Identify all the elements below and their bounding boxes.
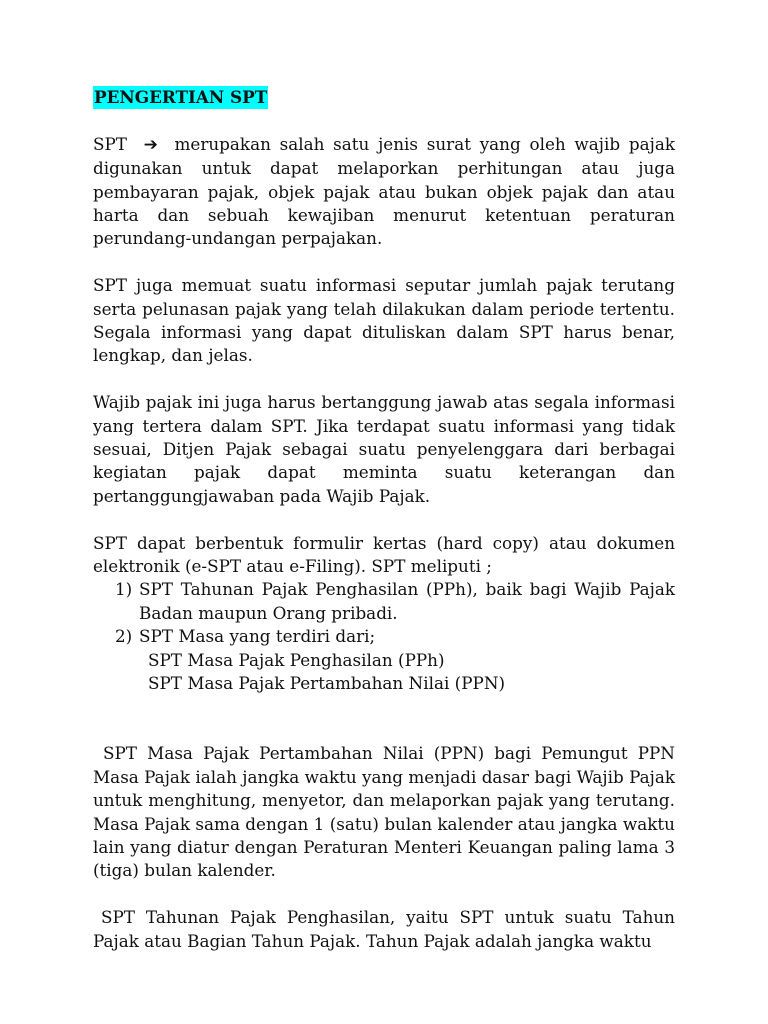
spacer	[93, 508, 675, 531]
paragraph-annual: SPT Tahunan Pajak Penghasilan, yaitu SPT untuk suatu Tahun Pajak atau Bagian Tahun Pajak. Tahun Pajak adalah jangka waktu	[93, 907, 675, 951]
paragraph-responsibility: Wajib pajak ini juga harus bertanggung jawab atas segala informasi yang tertera dalam SPT. Jika terdapat suatu informasi yang tidak sesuai, Ditjen Pajak sebagai suatu penyelenggara dari berbagai kegiatan pajak dapat meminta suatu keterangan dan pertanggungjawaban pada Wajib Pajak.	[93, 392, 675, 506]
spacer	[93, 251, 675, 274]
arrow-right-icon: ➔	[143, 134, 158, 155]
sublist-item: SPT Masa Pajak Pertambahan Nilai (PPN)	[148, 673, 506, 694]
spt-type-list	[93, 578, 675, 695]
list-text: SPT Masa yang terdiri dari;	[139, 626, 376, 647]
paragraph-definition	[93, 133, 675, 251]
list-text: SPT Tahunan Pajak Penghasilan (PPh), baik bagi Wajib Pajak Badan maupun Orang pribadi.	[139, 579, 675, 623]
paragraph-content: SPT juga memuat suatu informasi seputar jumlah pajak terutang serta pelunasan pajak yang telah dilakukan dalam periode tertentu. Segala informasi yang dapat dituliskan dalam SPT harus benar, lengkap, dan jelas.	[93, 275, 675, 366]
paragraph-ppn: SPT Masa Pajak Pertambahan Nilai (PPN) bagi Pemungut PPN Masa Pajak ialah jangka waktu yang menjadi dasar bagi Wajib Pajak untuk menghitung, menyetor, dan melaporkan pajak yang terutang. Masa Pajak sama dengan 1 (satu) bulan kalender atau jangka waktu lain yang diatur dengan Peraturan Menteri Keuangan paling lama 3 (tiga) bulan kalender.	[93, 743, 675, 881]
paragraph-forms: SPT dapat berbentuk formulir kertas (hard copy) atau dokumen elektronik (e-SPT atau e-Filing). SPT meliputi ;	[93, 532, 675, 577]
spacer	[93, 883, 675, 906]
spacer	[93, 368, 675, 391]
list-number: 1)	[115, 579, 133, 600]
section-heading: PENGERTIAN SPT	[94, 87, 268, 107]
term-spt: SPT	[93, 133, 127, 154]
definition-text: merupakan salah satu jenis surat yang oleh wajib pajak digunakan untuk dapat melaporkan perhitungan atau juga pembayaran pajak, objek pajak atau bukan objek pajak dan atau harta dan sebuah kewajiban menurut ketentuan peraturan perundang-undangan perpajakan.	[93, 133, 675, 249]
spacer	[93, 696, 675, 743]
list-item	[93, 578, 675, 625]
list-item	[93, 625, 675, 648]
list-number: 2)	[115, 626, 133, 647]
document-page	[93, 86, 675, 953]
spacer	[93, 109, 675, 132]
heading-line	[93, 86, 675, 109]
sublist-item: SPT Masa Pajak Penghasilan (PPh)	[148, 649, 445, 670]
